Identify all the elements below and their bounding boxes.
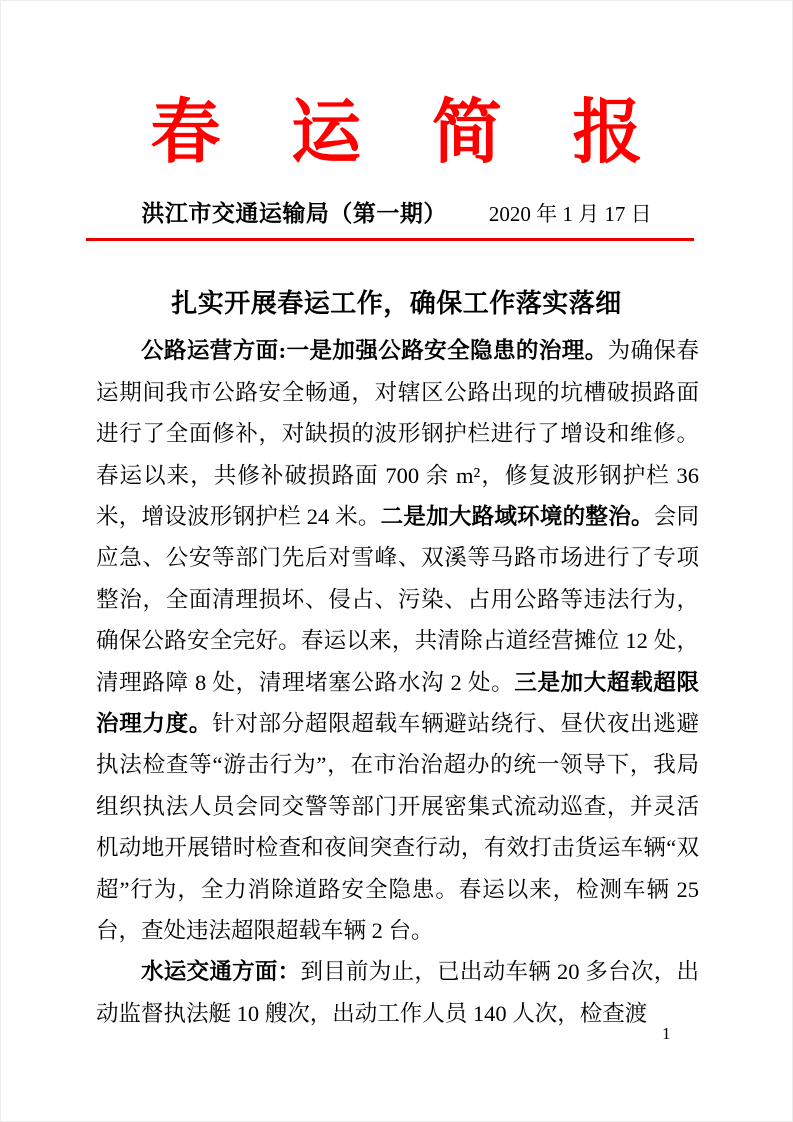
paragraph-water-transport xyxy=(96,951,699,1034)
issue-date: 2020 年 1 月 17 日 xyxy=(488,202,652,227)
article-heading: 扎实开展春运工作，确保工作落实落细 xyxy=(171,289,622,319)
text-road-point1: 为确保春运期间我市公路安全畅通，对辖区公路出现的坑槽破损路面进行了全面修补，对缺损的波形钢护栏进行了增设和维修。春运以来，共修补破损路面 700 余 m²，修复波形钢护栏 36 米，增设波形钢护栏 24 米。 xyxy=(96,338,699,530)
bold-lead-road-point3: 三是加大超载超限治理力度。 xyxy=(96,669,699,737)
paragraph-road-operations xyxy=(96,330,699,951)
text-road-point3: 针对部分超限超载车辆避站绕行、昼伏夜出逃避执法检查等“游击行为”，在市治治超办的统一领导下，我局组织执法人员会同交警等部门开展密集式流动巡查，并灵活机动地开展错时检查和夜间突查行动，有效打击货运车辆“双超”行为，全力消除道路安全隐患。春运以来，检测车辆 25 台，查处违法超限超载车辆 2 台。 xyxy=(96,711,699,944)
masthead xyxy=(1,195,792,228)
text-water: 到目前为止，已出动车辆 20 多台次，出动监督执法艇 10 艘次，出动工作人员 140 人次，检查渡 xyxy=(96,959,699,1026)
bold-lead-road-point2: 二是加大路域环境的整治。 xyxy=(380,504,654,530)
article-body xyxy=(96,330,699,1034)
text-road-point2: 会同应急、公安等部门先后对雪峰、双溪等马路市场进行了专项整治，全面清理损坏、侵占、污染、占用公路等违法行为，确保公路安全完好。春运以来，共清除占道经营摊位 12 处，清理路障 8 处，清理堵塞公路水沟 2 处。 xyxy=(96,504,699,695)
issuing-agency: 洪江市交通运输局（第一期） xyxy=(141,201,447,227)
bold-lead-road-point1: 公路运营方面:一是加强公路安全隐患的治理。 xyxy=(141,338,608,364)
page-number: 1 xyxy=(662,1024,671,1043)
bulletin-title: 春 运 简 报 xyxy=(150,95,670,172)
masthead-divider-rule xyxy=(86,238,694,241)
bold-lead-water: 水运交通方面： xyxy=(141,959,301,985)
